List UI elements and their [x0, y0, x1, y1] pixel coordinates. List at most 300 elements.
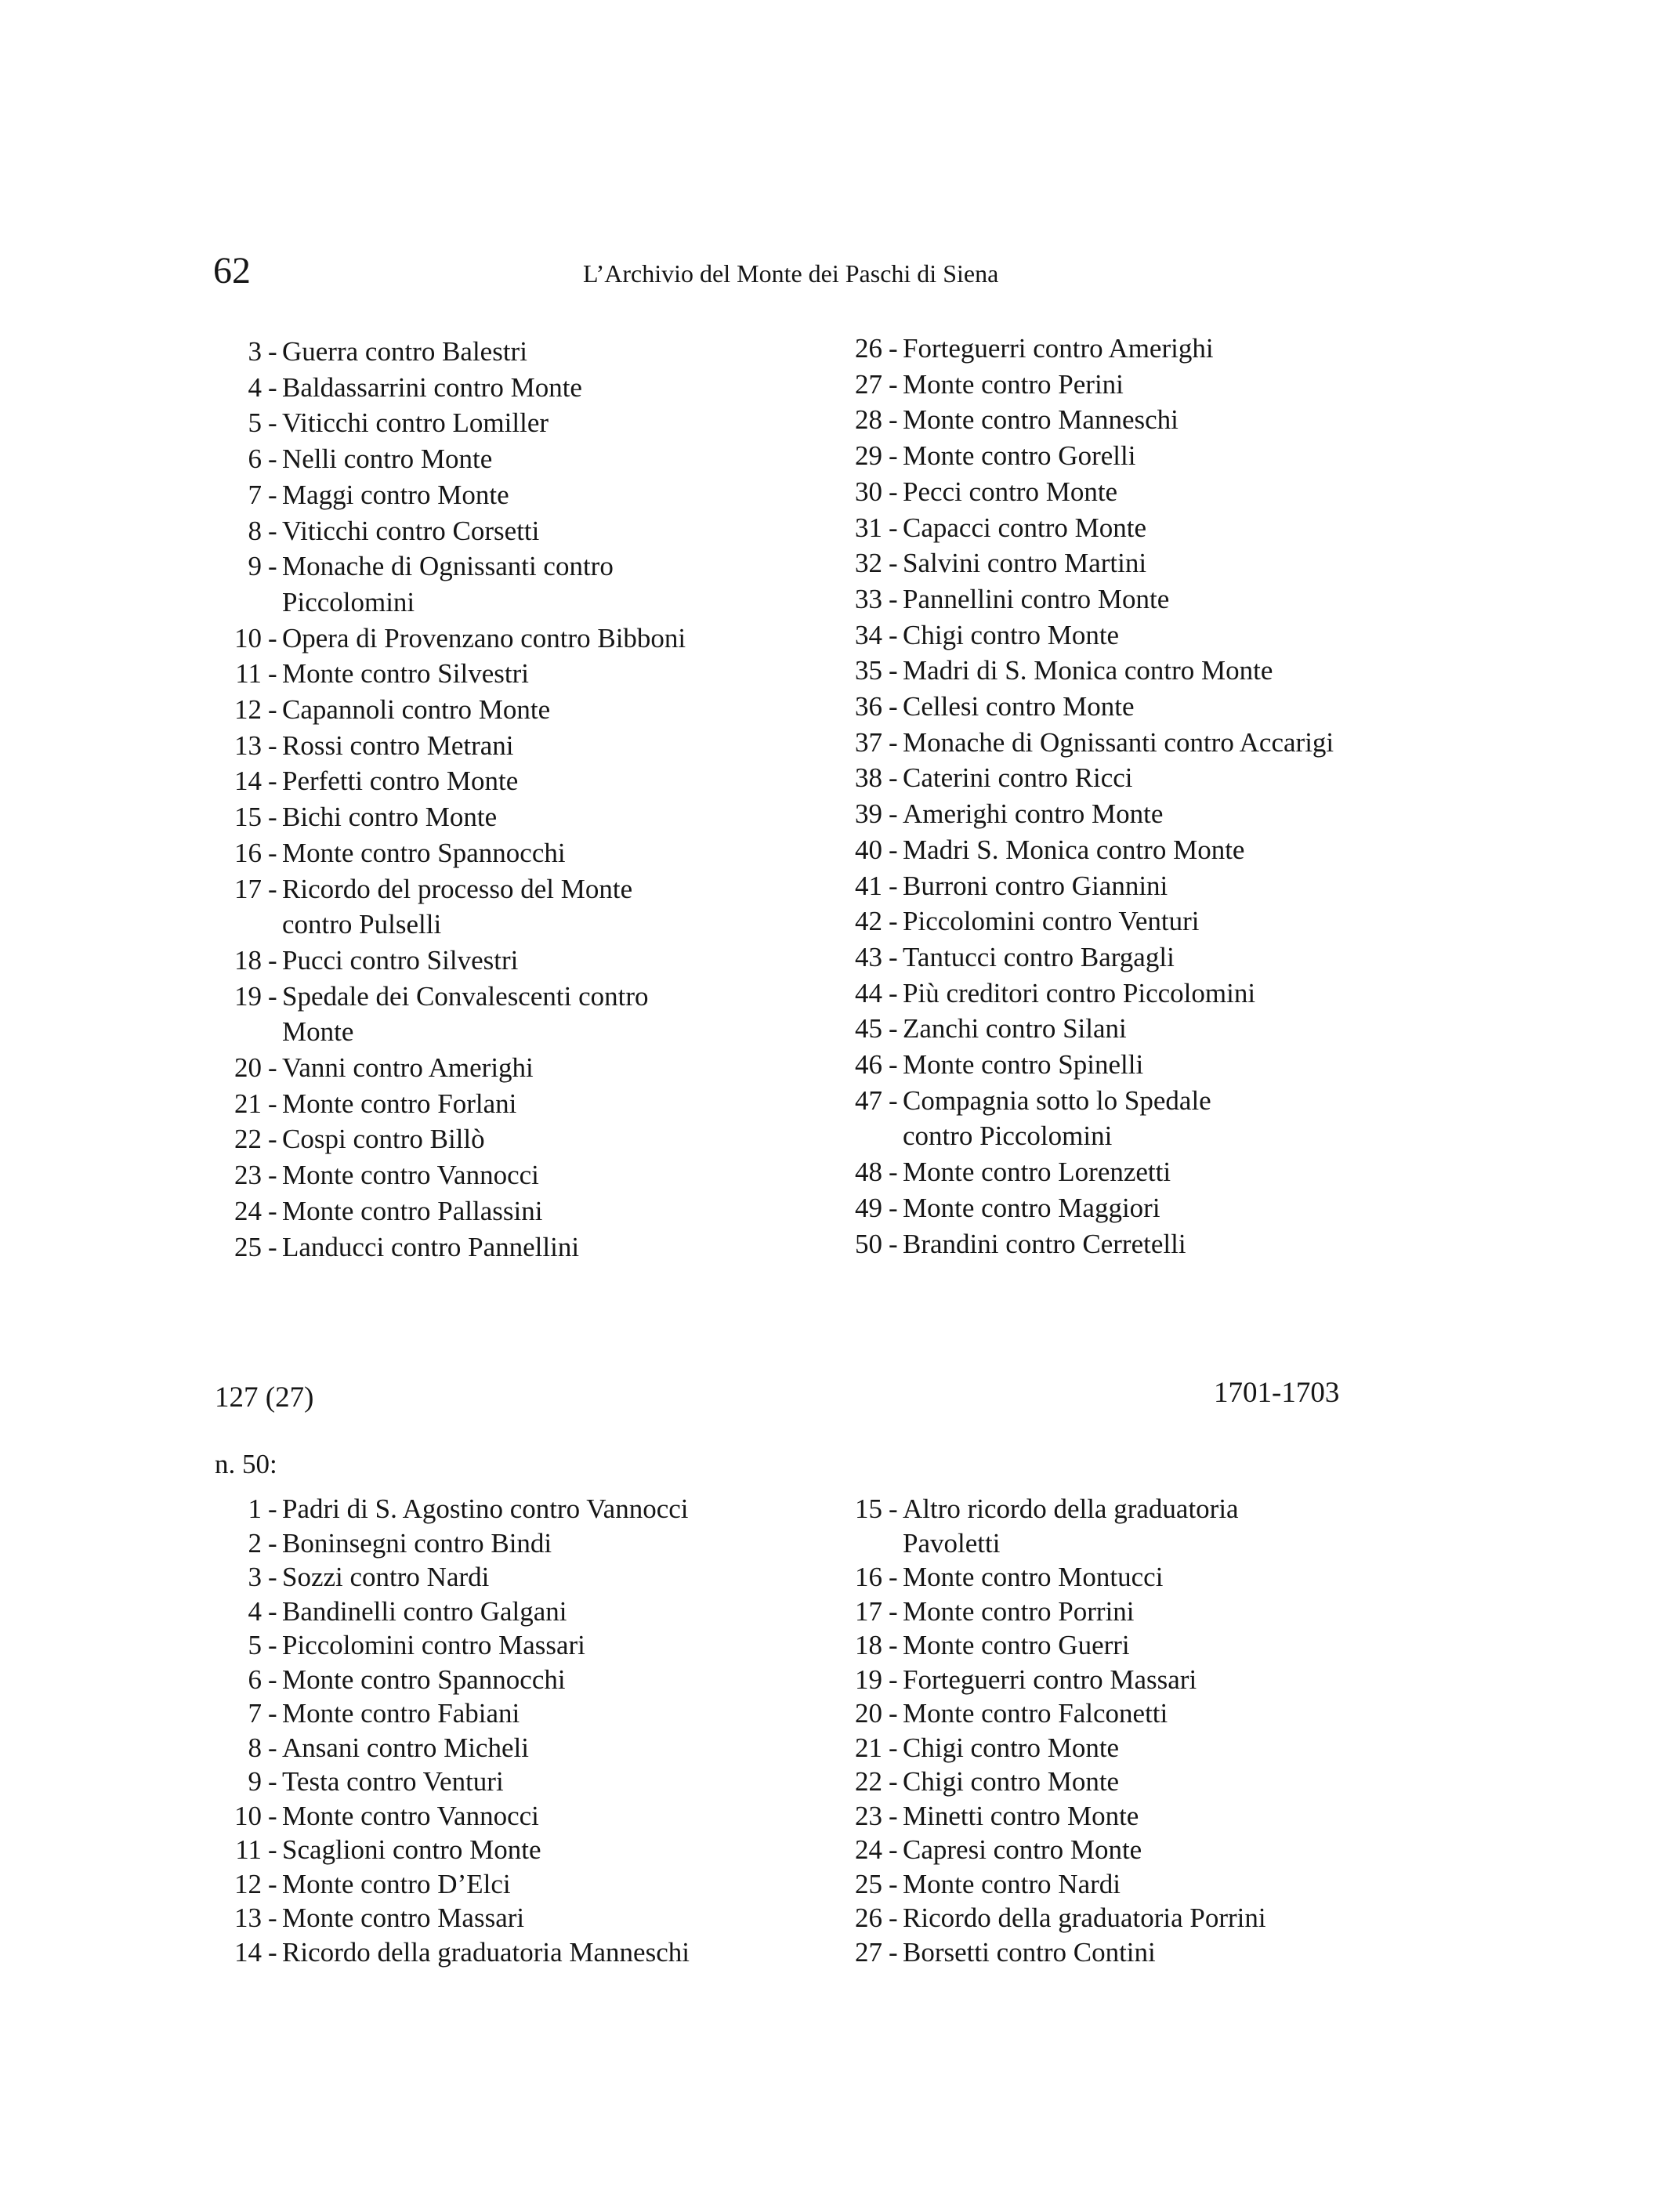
entry-number: 15 — [855, 1493, 882, 1524]
entry-list-left — [226, 1492, 690, 1969]
entry-text: Pannellini contro Monte — [903, 583, 1170, 614]
list-item — [226, 1193, 686, 1229]
entry-number: 33 — [855, 583, 882, 614]
entry-number: 26 — [855, 333, 882, 364]
entry-separator: - — [889, 1903, 898, 1933]
list-item — [846, 725, 1334, 761]
entry-separator: - — [889, 1228, 898, 1259]
entry-separator: - — [268, 944, 277, 976]
list-item — [226, 1229, 686, 1265]
entry-separator: - — [889, 619, 898, 650]
entry-separator: - — [268, 444, 277, 475]
entry-text: Pecci contro Monte — [903, 476, 1118, 507]
entry-number: 1 — [248, 1493, 262, 1524]
entry-separator: - — [889, 1664, 898, 1695]
entry-number: 4 — [248, 371, 262, 403]
entry-text: Monte contro Perini — [903, 368, 1124, 400]
entry-text: Monte contro Vannocci — [282, 1160, 539, 1191]
list-item — [846, 1628, 1266, 1663]
entry-text: Monte contro Porrini — [903, 1595, 1135, 1627]
entry-number: 5 — [248, 1630, 262, 1660]
list-item — [846, 1696, 1266, 1731]
list-item — [846, 903, 1334, 940]
entry-number: 30 — [855, 476, 882, 507]
entry-separator: - — [268, 802, 277, 833]
entry-number: 13 — [234, 1903, 262, 1933]
list-item — [846, 1833, 1266, 1867]
list-item — [846, 689, 1334, 725]
entry-number: 25 — [855, 1868, 882, 1899]
entry-number: 15 — [234, 802, 262, 833]
list-item — [846, 1799, 1266, 1834]
list-item — [226, 621, 686, 657]
entry-separator: - — [889, 941, 898, 972]
list-item — [226, 1492, 690, 1526]
entry-number: 3 — [248, 336, 262, 367]
entry-number: 21 — [855, 1732, 882, 1763]
unit-item-count: n. 50: — [215, 1449, 277, 1479]
page-number: 62 — [213, 250, 251, 291]
entry-number: 37 — [855, 726, 882, 758]
entry-text: Testa contro Venturi — [282, 1766, 504, 1797]
entry-separator: - — [268, 407, 277, 439]
list-item — [226, 1121, 686, 1157]
entry-separator: - — [268, 1630, 277, 1660]
entry-number: 19 — [234, 980, 262, 1012]
list-item — [226, 334, 686, 370]
list-item — [846, 1765, 1266, 1799]
list-item — [226, 1595, 690, 1629]
entry-text: Viticchi contro Corsetti — [282, 515, 540, 546]
entry-separator: - — [268, 622, 277, 653]
list-item — [226, 1628, 690, 1663]
entry-separator: - — [889, 1049, 898, 1081]
list-item — [846, 868, 1334, 904]
entry-separator: - — [268, 730, 277, 761]
entry-number: 27 — [855, 1936, 882, 1968]
entry-number: 31 — [855, 512, 882, 543]
entry-text: Landucci contro Pannellini — [282, 1231, 580, 1262]
entry-text: Monte contro Fabiani — [282, 1698, 520, 1729]
list-item — [846, 796, 1334, 832]
list-item — [226, 1663, 690, 1697]
entry-list-right — [846, 331, 1334, 1262]
entry-number: 9 — [248, 1766, 262, 1797]
entry-number: 13 — [234, 730, 262, 761]
entry-text: Spedale dei Convalescenti contro Monte — [282, 980, 649, 1048]
entry-text: Borsetti contro Contini — [903, 1936, 1156, 1968]
entry-text: Monache di Ognissanti contro Accarigi — [903, 726, 1334, 758]
entry-number: 43 — [855, 941, 882, 972]
entry-number: 22 — [234, 1124, 262, 1155]
entry-number: 47 — [855, 1084, 882, 1116]
list-item — [226, 1901, 690, 1935]
list-item — [226, 1050, 686, 1086]
list-item — [846, 1154, 1334, 1190]
list-item — [226, 405, 686, 441]
entry-text: Nelli contro Monte — [282, 444, 493, 475]
entry-number: 6 — [248, 1664, 262, 1695]
entry-separator: - — [268, 658, 277, 690]
entry-text: Baldassarrini contro Monte — [282, 371, 582, 403]
unit-dates: 1701-1703 — [1214, 1377, 1340, 1409]
entry-text: Cellesi contro Monte — [903, 691, 1135, 722]
entry-number: 20 — [234, 1052, 262, 1084]
entry-text: Monte contro Maggiori — [903, 1192, 1160, 1223]
list-item — [226, 513, 686, 549]
list-item — [226, 1086, 686, 1122]
entry-list-right — [846, 1492, 1266, 1969]
list-item — [226, 1765, 690, 1799]
entry-number: 19 — [855, 1664, 882, 1695]
entry-number: 27 — [855, 368, 882, 400]
entry-text: Bichi contro Monte — [282, 802, 498, 833]
entry-text: Cospi contro Billò — [282, 1124, 485, 1155]
entry-number: 14 — [234, 766, 262, 797]
entry-separator: - — [889, 333, 898, 364]
entry-text: Piccolomini contro Venturi — [903, 906, 1200, 937]
list-item — [846, 1867, 1266, 1902]
entry-separator: - — [268, 1800, 277, 1831]
list-item — [846, 1560, 1266, 1595]
entry-separator: - — [268, 1595, 277, 1627]
entry-text: Monte contro Silvestri — [282, 658, 529, 690]
list-item — [846, 653, 1334, 689]
entry-number: 42 — [855, 906, 882, 937]
list-item — [226, 1696, 690, 1731]
entry-separator: - — [268, 1732, 277, 1763]
entry-number: 2 — [248, 1527, 262, 1559]
entry-separator: - — [889, 655, 898, 686]
entry-separator: - — [268, 1903, 277, 1933]
list-item — [846, 940, 1334, 976]
entry-text: Rossi contro Metrani — [282, 730, 514, 761]
list-item — [226, 548, 686, 620]
list-item — [226, 871, 686, 943]
running-title: L’Archivio del Monte dei Paschi di Siena — [583, 259, 999, 288]
entry-text: Perfetti contro Monte — [282, 766, 519, 797]
entry-text: Opera di Provenzano contro Bibboni — [282, 622, 686, 653]
entry-separator: - — [889, 548, 898, 579]
entry-number: 29 — [855, 440, 882, 472]
entry-text: Madri S. Monica contro Monte — [903, 834, 1245, 865]
entry-number: 41 — [855, 870, 882, 901]
unit-number: 127 (27) — [215, 1381, 314, 1414]
entry-text: Sozzi contro Nardi — [282, 1562, 490, 1592]
entry-text: Monte contro Gorelli — [903, 440, 1136, 472]
entry-number: 21 — [234, 1088, 262, 1119]
list-item — [846, 1901, 1266, 1935]
entry-text: Altro ricordo della graduatoria Pavoletti — [903, 1493, 1239, 1559]
entry-text: Zanchi contro Silani — [903, 1013, 1127, 1045]
entry-number: 48 — [855, 1157, 882, 1188]
entry-text: Piccolomini contro Massari — [282, 1630, 585, 1660]
list-item — [226, 692, 686, 728]
list-item — [226, 1833, 690, 1867]
entry-text: Viticchi contro Lomiller — [282, 407, 549, 439]
entry-number: 22 — [855, 1766, 882, 1797]
list-item — [846, 1226, 1334, 1262]
entry-number: 45 — [855, 1013, 882, 1045]
list-item — [846, 510, 1334, 546]
entry-number: 25 — [234, 1231, 262, 1262]
entry-text: Guerra contro Balestri — [282, 336, 527, 367]
list-item — [226, 943, 686, 979]
entry-separator: - — [268, 1493, 277, 1524]
entry-separator: - — [268, 873, 277, 904]
list-item — [846, 1083, 1334, 1154]
entry-number: 34 — [855, 619, 882, 650]
entry-number: 12 — [234, 1868, 262, 1899]
list-item — [846, 1190, 1334, 1226]
list-item — [846, 1731, 1266, 1765]
entry-text: Forteguerri contro Amerighi — [903, 333, 1214, 364]
entry-text: Monte contro Vannocci — [282, 1800, 539, 1831]
list-item — [226, 1935, 690, 1970]
list-item — [226, 1731, 690, 1765]
entry-text: Maggi contro Monte — [282, 479, 509, 510]
entry-text: Caterini contro Ricci — [903, 762, 1133, 794]
entry-separator: - — [268, 1195, 277, 1226]
entry-text: Più creditori contro Piccolomini — [903, 977, 1256, 1008]
entry-separator: - — [889, 404, 898, 436]
entry-number: 35 — [855, 655, 882, 686]
entry-separator: - — [268, 980, 277, 1012]
entry-number: 28 — [855, 404, 882, 436]
entry-number: 32 — [855, 548, 882, 579]
entry-text: Boninsegni contro Bindi — [282, 1527, 552, 1559]
entry-separator: - — [889, 726, 898, 758]
entry-number: 9 — [248, 551, 262, 582]
entry-text: Tantucci contro Bargagli — [903, 941, 1175, 972]
entry-separator: - — [889, 762, 898, 794]
entry-number: 24 — [234, 1195, 262, 1226]
entry-number: 16 — [855, 1562, 882, 1592]
entry-text: Ricordo della graduatoria Porrini — [903, 1903, 1266, 1933]
entry-number: 17 — [855, 1595, 882, 1627]
entry-separator: - — [889, 1192, 898, 1223]
entry-text: Minetti contro Monte — [903, 1800, 1139, 1831]
entry-separator: - — [889, 834, 898, 865]
entry-text: Chigi contro Monte — [903, 1766, 1120, 1797]
list-item — [846, 474, 1334, 510]
entry-text: Ricordo del processo del Monte contro Pulselli — [282, 873, 633, 940]
entry-separator: - — [889, 1732, 898, 1763]
entry-number: 7 — [248, 479, 262, 510]
entry-separator: - — [889, 798, 898, 830]
entry-text: Salvini contro Martini — [903, 548, 1147, 579]
entry-text: Monte contro Falconetti — [903, 1698, 1168, 1729]
entry-number: 20 — [855, 1698, 882, 1729]
entry-separator: - — [889, 583, 898, 614]
entry-separator: - — [889, 512, 898, 543]
entry-separator: - — [268, 1868, 277, 1899]
entry-text: Madri di S. Monica contro Monte — [903, 655, 1273, 686]
list-item — [226, 441, 686, 477]
entry-number: 12 — [234, 694, 262, 726]
entry-text: Monte contro Massari — [282, 1903, 525, 1933]
entry-text: Monte contro Guerri — [903, 1630, 1130, 1660]
list-item — [846, 617, 1334, 653]
entry-separator: - — [268, 1698, 277, 1729]
entry-number: 3 — [248, 1562, 262, 1592]
entry-separator: - — [268, 1664, 277, 1695]
list-item — [226, 477, 686, 513]
entry-number: 5 — [248, 407, 262, 439]
list-item — [846, 1492, 1266, 1560]
entry-text: Chigi contro Monte — [903, 1732, 1120, 1763]
list-item — [846, 581, 1334, 617]
entry-number: 4 — [248, 1595, 262, 1627]
entry-number: 11 — [235, 1834, 262, 1865]
list-item — [846, 367, 1334, 403]
list-item — [846, 1595, 1266, 1629]
entry-separator: - — [889, 1868, 898, 1899]
entry-text: Burroni contro Giannini — [903, 870, 1168, 901]
entry-text: Brandini contro Cerretelli — [903, 1228, 1186, 1259]
entry-separator: - — [268, 515, 277, 546]
entry-number: 26 — [855, 1903, 882, 1933]
entry-separator: - — [889, 691, 898, 722]
entry-separator: - — [889, 1698, 898, 1729]
list-item — [846, 331, 1334, 367]
entry-separator: - — [889, 1834, 898, 1865]
list-item — [226, 728, 686, 764]
entry-separator: - — [889, 1595, 898, 1627]
list-item — [226, 1867, 690, 1902]
entry-separator: - — [889, 1493, 898, 1524]
entry-separator: - — [268, 766, 277, 797]
entry-separator: - — [889, 1630, 898, 1660]
list-item — [226, 656, 686, 692]
entry-list-left — [226, 334, 686, 1265]
entry-text: Monache di Ognissanti contro Piccolomini — [282, 551, 614, 617]
entry-separator: - — [268, 1527, 277, 1559]
entry-separator: - — [889, 977, 898, 1008]
list-item — [226, 799, 686, 835]
list-item — [226, 763, 686, 799]
list-item — [846, 438, 1334, 474]
entry-separator: - — [889, 906, 898, 937]
entry-text: Monte contro Forlani — [282, 1088, 517, 1119]
list-item — [846, 1011, 1334, 1047]
entry-text: Monte contro Spannocchi — [282, 1664, 566, 1695]
entry-text: Pucci contro Silvestri — [282, 944, 519, 976]
entry-text: Capresi contro Monte — [903, 1834, 1142, 1865]
entry-number: 11 — [235, 658, 262, 690]
entry-separator: - — [889, 1936, 898, 1968]
entry-number: 23 — [234, 1160, 262, 1191]
entry-number: 39 — [855, 798, 882, 830]
entry-text: Ansani contro Micheli — [282, 1732, 529, 1763]
entry-number: 10 — [234, 622, 262, 653]
entry-text: Compagnia sotto lo Spedale contro Piccolomini — [903, 1084, 1211, 1152]
entry-number: 44 — [855, 977, 882, 1008]
entry-number: 17 — [234, 873, 262, 904]
entry-separator: - — [268, 479, 277, 510]
entry-separator: - — [889, 1157, 898, 1188]
entry-number: 38 — [855, 762, 882, 794]
entry-separator: - — [889, 1800, 898, 1831]
entry-separator: - — [268, 837, 277, 868]
list-item — [226, 1799, 690, 1834]
entry-text: Monte contro Pallassini — [282, 1195, 543, 1226]
entry-number: 36 — [855, 691, 882, 722]
entry-separator: - — [268, 1231, 277, 1262]
entry-number: 50 — [855, 1228, 882, 1259]
list-item — [226, 1157, 686, 1193]
entry-separator: - — [889, 440, 898, 472]
entry-separator: - — [268, 694, 277, 726]
entry-number: 6 — [248, 444, 262, 475]
entry-text: Padri di S. Agostino contro Vannocci — [282, 1493, 689, 1524]
entry-text: Bandinelli contro Galgani — [282, 1595, 567, 1627]
list-item — [846, 976, 1334, 1012]
entry-separator: - — [889, 1084, 898, 1116]
entry-text: Vanni contro Amerighi — [282, 1052, 534, 1084]
list-item — [226, 370, 686, 406]
entry-text: Chigi contro Monte — [903, 619, 1120, 650]
entry-text: Amerighi contro Monte — [903, 798, 1164, 830]
entry-separator: - — [889, 476, 898, 507]
list-item — [846, 1663, 1266, 1697]
entry-number: 8 — [248, 515, 262, 546]
entry-text: Monte contro Spinelli — [903, 1049, 1144, 1081]
entry-number: 10 — [234, 1800, 262, 1831]
list-item — [226, 835, 686, 871]
entry-number: 49 — [855, 1192, 882, 1223]
entry-separator: - — [268, 1088, 277, 1119]
entry-number: 7 — [248, 1698, 262, 1729]
entry-separator: - — [268, 336, 277, 367]
entry-number: 8 — [248, 1732, 262, 1763]
entry-text: Capannoli contro Monte — [282, 694, 551, 726]
entry-number: 14 — [234, 1936, 262, 1968]
entry-text: Monte contro Lorenzetti — [903, 1157, 1171, 1188]
entry-text: Forteguerri contro Massari — [903, 1664, 1197, 1695]
entry-number: 16 — [234, 837, 262, 868]
entry-separator: - — [889, 1013, 898, 1045]
entry-text: Scaglioni contro Monte — [282, 1834, 541, 1865]
entry-separator: - — [268, 1124, 277, 1155]
entry-separator: - — [268, 1052, 277, 1084]
entry-number: 23 — [855, 1800, 882, 1831]
list-item — [846, 760, 1334, 796]
entry-separator: - — [889, 1766, 898, 1797]
entry-separator: - — [268, 371, 277, 403]
entry-text: Monte contro Manneschi — [903, 404, 1179, 436]
list-item — [846, 1935, 1266, 1970]
list-item — [846, 545, 1334, 581]
entry-separator: - — [268, 1936, 277, 1968]
entry-separator: - — [268, 1766, 277, 1797]
entry-separator: - — [268, 1562, 277, 1592]
entry-text: Ricordo della graduatoria Manneschi — [282, 1936, 690, 1968]
entry-separator: - — [268, 1160, 277, 1191]
entry-text: Monte contro Nardi — [903, 1868, 1121, 1899]
entry-number: 46 — [855, 1049, 882, 1081]
list-item — [226, 1560, 690, 1595]
entry-separator: - — [889, 1562, 898, 1592]
entry-text: Capacci contro Monte — [903, 512, 1147, 543]
entry-number: 40 — [855, 834, 882, 865]
entry-separator: - — [268, 551, 277, 582]
list-item — [846, 1047, 1334, 1083]
entry-number: 18 — [234, 944, 262, 976]
entry-number: 18 — [855, 1630, 882, 1660]
entry-separator: - — [889, 870, 898, 901]
entry-text: Monte contro D’Elci — [282, 1868, 511, 1899]
